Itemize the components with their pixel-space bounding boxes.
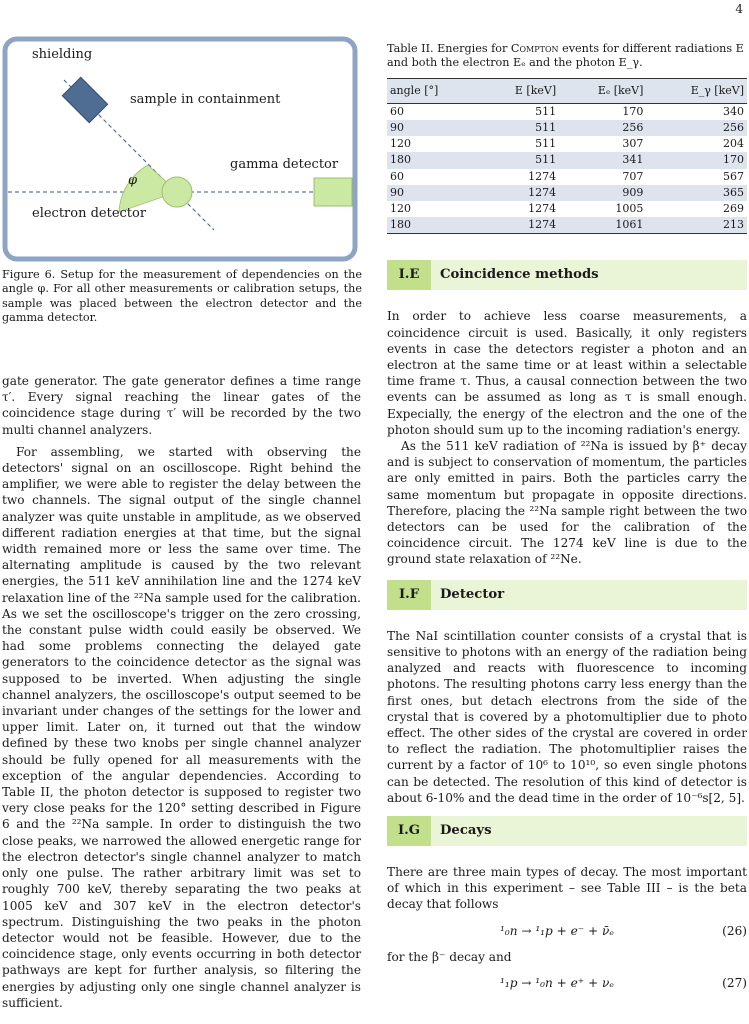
section-title: Decays	[440, 822, 492, 838]
table-cell: 180	[387, 217, 479, 234]
equation-number: (26)	[722, 923, 747, 938]
table-cell: 511	[479, 120, 559, 136]
paragraph: gate generator. The gate generator defines a time range τ′. Every signal reaching the linear gates of the coincidence stage during τ′ will be recorded by the two multi channel analyzers.	[2, 374, 361, 437]
table-cell: 180	[387, 152, 479, 168]
table-cell: 341	[559, 152, 646, 168]
table-header: Eₑ [keV]	[559, 78, 646, 103]
equation-number: (27)	[722, 975, 747, 990]
table-cell: 511	[535, 104, 557, 118]
table-cell: 307	[622, 137, 644, 151]
table-row	[387, 136, 747, 152]
table-cell: 60	[390, 169, 404, 183]
table-cell: 567	[723, 169, 744, 183]
section-number: I.F	[387, 580, 431, 610]
table-row	[387, 185, 747, 201]
table-cell: 1274	[528, 169, 557, 183]
table-cell: 170	[622, 104, 644, 118]
table-cell: 340	[723, 104, 744, 118]
shielding-frame	[5, 39, 355, 259]
table-row	[387, 152, 747, 168]
section-number: I.E	[387, 260, 431, 290]
paragraph: For assembling, we started with observing the detectors' signal on an oscilloscope. Right behind the amplifier, we were able to register the delay between the two channels. The signal output of the single channel analyzer was quite unstable in amplitude, as we observed different radiation energies at that time, but the signal width remained more or less the same over time. The alternating amplitude is caused by the two relevant energies, the 511 keV annihilation line and the 1274 keV relaxation line of the ²²Na sample used for the calibration. As we set the oscilloscope's trigger on the zero crossing, the constant pulse width could easily be observed. We had some problems connecting the delayed gate generators to the coincidence detector as the signal was supposed to be inverted. When adjusting the single channel analyzers, the oscilloscope's output seemed to be invariant under changes of the settings for the lower and upper limit. Later on, it turned out that the window defined by these two knobs per single channel analyzer should be fully opened for all measurements with the exception of the angular dependencies. According to Table II, the photon detector is supposed to register two very close peaks for the 120° setting described in Figure 6 and the ²²Na sample. In order to distinguish the two close peaks, we narrowed the allowed energetic range for the electron detector's single channel analyzer to match only one pulse. The rather arbitrary limit was set to roughly 700 keV, thereby separating the two peaks at 1005 keV and 307 keV in the electron detector's spectrum. Distinguishing the two peaks in the photon detector would not be feasible. However, due to the coincidence stage, only events occurring in both detector pathways are kept for further analysis, so filtering the energies by adjusting only one single channel analyzer is sufficient.	[2, 444, 361, 1010]
table-row	[387, 201, 747, 217]
section-heading	[387, 816, 747, 846]
table-caption: Table II. Energies for Compton events for different radiations E and both the electron Eₑ and the photon E_γ.	[387, 42, 744, 70]
table-cell: 120	[390, 202, 411, 216]
section-title: Coincidence methods	[440, 267, 599, 283]
electron-detector-label: electron detector	[32, 206, 147, 221]
paragraph: The NaI scintillation counter consists of a crystal that is sensitive to photons with an energy of the radiation being analyzed and reacts with fluorescence to incoming photons. The resulting photons carry less energy than the first ones, but detach electrons from the side of the crystal that is covered by a photomultiplier due to photo effect. The other sides of the crystal are covered in order to reflect the radiation. The photomultiplier raises the current by a factor of 10⁶ to 10¹⁰, so even single photons can be detected. The resolution of this kind of detector is about 6-10% and the dead time in the order of 10⁻⁶s[2, 5].	[387, 628, 747, 805]
table-row	[387, 217, 747, 234]
table-cell: 120	[390, 137, 411, 151]
equation-26	[387, 923, 747, 939]
gamma-detector-shape	[314, 178, 352, 206]
angle-label: φ	[128, 173, 138, 188]
sample-label: sample in containment	[130, 92, 281, 107]
paragraph: for the β⁻ decay and	[387, 949, 512, 964]
shielding-label: shielding	[32, 47, 93, 62]
equation-formula: ¹₀n → ¹₁p + e⁻ + ν̄ₑ	[500, 923, 614, 938]
section-number: I.G	[387, 816, 431, 846]
figure-caption: Figure 6. Setup for the measurement of dependencies on the angle φ. For all other measurements or calibration setups, the sample was placed between the electron detector and the gamma detector.	[2, 268, 362, 325]
paragraph: There are three main types of decay. The most important of which in this experiment – see Table III – is the beta decay that follows	[387, 864, 747, 912]
table-cell: 365	[646, 185, 747, 201]
table-cell: 1274	[528, 202, 557, 216]
equation-formula: ¹₁p → ¹₀n + e⁺ + νₑ	[500, 975, 614, 990]
right-column	[387, 42, 747, 1001]
setup-figure	[2, 36, 358, 262]
energy-table	[387, 78, 747, 235]
table-cell: 213	[646, 217, 747, 234]
table-cell: 909	[559, 185, 646, 201]
table-cell: 269	[723, 202, 744, 216]
table-cell: 170	[646, 152, 747, 168]
table-cell: 511	[479, 152, 559, 168]
table-cell: 256	[559, 120, 646, 136]
table-cell: 90	[387, 120, 479, 136]
page-number: 4	[735, 2, 743, 16]
table-cell: 1274	[479, 185, 559, 201]
table-cell: 1274	[479, 217, 559, 234]
center-detector	[162, 177, 192, 207]
gamma-detector-label: gamma detector	[230, 157, 339, 172]
table-header: angle [°]	[387, 78, 479, 103]
equation-27	[387, 975, 747, 991]
table-cell: 1005	[615, 202, 644, 216]
section-title: Detector	[440, 586, 505, 602]
table-header: E_γ [keV]	[646, 78, 747, 103]
paragraph: As the 511 keV radiation of ²²Na is issued by β⁺ decay and is subject to conservation of momentum, the particles are only emitted in pairs. Both the particles carry the same momentum but propagate in opposite directions. Therefore, placing the ²²Na sample right between the two detectors can be used for the calibration of the coincidence circuit. The 1274 keV line is due to the ground state relaxation of ²²Ne.	[387, 439, 747, 567]
section-heading	[387, 580, 747, 610]
table-cell: 707	[622, 169, 644, 183]
table-cell: 1061	[559, 217, 646, 234]
table-row	[387, 120, 747, 136]
table-cell: 90	[387, 185, 479, 201]
table-header-row	[387, 78, 747, 103]
left-column	[2, 373, 361, 1011]
paragraph: In order to achieve less coarse measurements, a coincidence circuit is used. Basically, it only registers events in case the detectors register a photon and an electron at the same time or at least within a selectable time frame τ. Thus, a causal connection between the two events can be assumed as long as τ is small enough. Expecially, the energy of the electron and the one of the photon should sum up to the incoming radiation's energy.	[387, 309, 747, 437]
table-row	[387, 103, 747, 120]
table-cell: 60	[390, 104, 404, 118]
table-cell: 256	[646, 120, 747, 136]
section-heading	[387, 260, 747, 290]
table-cell: 511	[535, 137, 557, 151]
table-header: E [keV]	[479, 78, 559, 103]
table-row	[387, 169, 747, 185]
table-cell: 204	[723, 137, 744, 151]
